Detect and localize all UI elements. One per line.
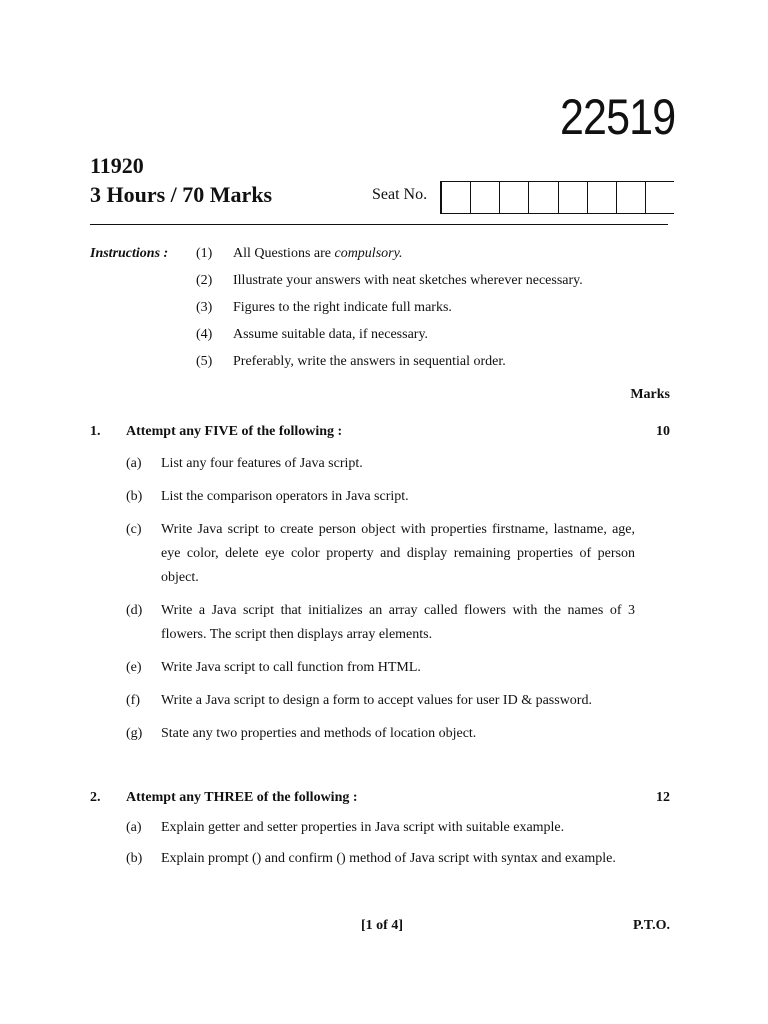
- question-marks: 10: [656, 424, 670, 439]
- part-label: (a): [126, 820, 142, 835]
- seat-number-boxes: [440, 181, 674, 214]
- paper-code: 22519: [560, 89, 676, 145]
- part-text: Write Java script to call function from HTML.: [161, 660, 421, 675]
- question-number: 2.: [90, 790, 101, 805]
- part-label: (c): [126, 522, 142, 537]
- page-number: [1 of 4]: [361, 918, 403, 933]
- seat-box: [558, 182, 587, 213]
- part-label: (g): [126, 726, 143, 741]
- instruction-text: Illustrate your answers with neat sketches wherever necessary.: [233, 273, 583, 288]
- seat-box: [499, 182, 528, 213]
- seat-box: [528, 182, 557, 213]
- instruction-text-plain: All Questions are: [233, 246, 335, 261]
- part-text: Write Java script to create person object with properties firstname, lastname, age, eye color, delete eye color property and display remaining properties of person object.: [161, 522, 635, 585]
- exam-code: 11920: [90, 153, 144, 178]
- question-marks: 12: [656, 790, 670, 805]
- instruction-text: Figures to the right indicate full marks.: [233, 300, 452, 315]
- instruction-number: (5): [196, 354, 213, 369]
- seat-box: [470, 182, 499, 213]
- seat-box: [440, 182, 470, 213]
- part-text: Write a Java script that initializes an array called flowers with the names of 3 flowers. The script then displays array elements.: [161, 603, 635, 642]
- part-text: Explain prompt () and confirm () method of Java script with syntax and example.: [161, 851, 616, 866]
- seat-number-label: Seat No.: [372, 186, 428, 203]
- part-label: (e): [126, 660, 142, 675]
- instruction-text: Preferably, write the answers in sequential order.: [233, 354, 506, 369]
- part-text: Write a Java script to design a form to accept values for user ID & password.: [161, 693, 592, 708]
- part-text: State any two properties and methods of location object.: [161, 726, 477, 741]
- marks-column-header: Marks: [630, 387, 670, 402]
- part-label: (a): [126, 456, 142, 471]
- seat-box: [645, 182, 674, 213]
- part-label: (b): [126, 489, 143, 504]
- instruction-number: (1): [196, 246, 213, 261]
- part-label: (d): [126, 603, 143, 618]
- header-divider: [90, 224, 668, 225]
- instructions-label: Instructions :: [90, 246, 169, 261]
- part-text: List the comparison operators in Java script.: [161, 489, 409, 504]
- part-label: (b): [126, 851, 143, 866]
- instruction-number: (3): [196, 300, 213, 315]
- instruction-number: (4): [196, 327, 213, 342]
- question-title: Attempt any THREE of the following :: [126, 790, 358, 805]
- part-text: List any four features of Java script.: [161, 456, 363, 471]
- duration-marks: 3 Hours / 70 Marks: [90, 182, 273, 207]
- seat-box: [616, 182, 645, 213]
- part-label: (f): [126, 693, 140, 708]
- seat-box: [587, 182, 616, 213]
- instruction-text: [233, 242, 403, 266]
- pto-label: P.T.O.: [633, 918, 670, 933]
- question-number: 1.: [90, 424, 101, 439]
- part-text: Explain getter and setter properties in Java script with suitable example.: [161, 820, 565, 835]
- question-title: Attempt any FIVE of the following :: [126, 424, 343, 439]
- instruction-text: Assume suitable data, if necessary.: [233, 327, 429, 342]
- instruction-number: (2): [196, 273, 213, 288]
- instruction-text-emphasis: compulsory.: [334, 246, 403, 261]
